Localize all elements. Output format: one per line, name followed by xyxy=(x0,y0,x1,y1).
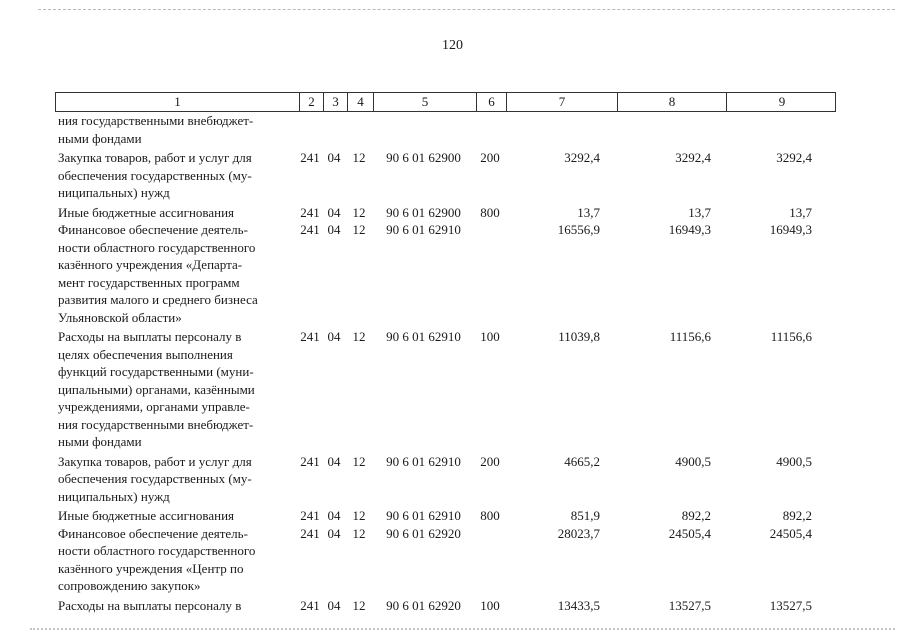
ministry-code: 241 xyxy=(300,329,320,344)
ministry-code: 241 xyxy=(300,508,320,523)
amount-col-8 xyxy=(616,112,725,147)
subsection-code: 12 xyxy=(352,508,366,523)
section-code: 04 xyxy=(327,222,341,237)
ministry-code: 241 xyxy=(300,525,320,541)
subsection-code xyxy=(346,112,372,147)
amount-col-7: 28023,7 xyxy=(557,525,600,541)
amount-col-9: 892,2 xyxy=(782,508,812,523)
amount-col-7: 16556,9 xyxy=(557,222,600,237)
row-description: Закупка товаров, работ и услуг для обеспечения государственных (му- ниципальных) нужд xyxy=(58,453,252,504)
amount-col-8: 13,7 xyxy=(688,204,711,220)
target-article-code: 90 6 01 62910 xyxy=(386,222,461,237)
amount-col-8: 3292,4 xyxy=(675,150,711,165)
target-article-code: 90 6 01 62910 xyxy=(386,329,461,344)
column-number-1: 1 xyxy=(174,94,181,109)
column-number-9: 9 xyxy=(726,93,837,111)
subsection-code: 12 xyxy=(352,525,366,541)
ministry-code: 241 xyxy=(300,597,320,613)
expense-type-code: 200 xyxy=(480,453,500,469)
budget-table-body xyxy=(58,112,838,614)
amount-col-9: 4900,5 xyxy=(776,453,812,469)
subsection-code: 12 xyxy=(352,597,366,613)
amount-col-7 xyxy=(505,112,616,147)
row-description: Иные бюджетные ассигнования xyxy=(58,508,235,523)
row-description: Финансовое обеспечение деятель- ности областного государственного казённого учреждения «Департа- мент государственных программ развития малого и среднего бизнеса Ульяновской области» xyxy=(58,222,258,325)
target-article-code: 90 6 01 62900 xyxy=(386,150,461,165)
row-description: Закупка товаров, работ и услуг для обеспечения государственных (му- ниципальных) нужд xyxy=(58,150,252,200)
subsection-code: 12 xyxy=(352,329,366,344)
amount-col-7: 13433,5 xyxy=(557,597,600,613)
table-row xyxy=(58,221,838,326)
ministry-code: 241 xyxy=(300,453,320,469)
page-number: 120 xyxy=(442,38,463,53)
amount-col-7: 4665,2 xyxy=(564,453,600,469)
section-code xyxy=(322,112,346,147)
amount-col-9: 3292,4 xyxy=(776,150,812,165)
table-row xyxy=(58,328,838,451)
column-number-2: 2 xyxy=(299,93,323,111)
expense-type-code xyxy=(475,525,505,595)
ministry-code: 241 xyxy=(300,204,320,220)
section-code: 04 xyxy=(327,204,341,220)
scan-edge-top xyxy=(38,9,895,10)
subsection-code: 12 xyxy=(352,204,366,220)
table-row xyxy=(58,204,838,222)
table-row xyxy=(58,149,838,202)
subsection-code: 12 xyxy=(352,453,366,469)
row-description: Расходы на выплаты персоналу в xyxy=(58,597,242,613)
row-description: Финансовое обеспечение деятель- ности областного государственного казённого учреждения «Центр по сопровождению закупок» xyxy=(58,525,256,593)
row-description: Иные бюджетные ассигнования xyxy=(58,204,235,220)
row-description: Расходы на выплаты персоналу в целях обеспечения выполнения функций государственными (муни- ципальными) органами, казёнными учреждениями, органами управле- ния государственными внебюджет- ными фондами xyxy=(58,329,255,449)
section-code: 04 xyxy=(327,525,341,541)
target-article-code: 90 6 01 62910 xyxy=(386,508,461,523)
amount-col-7: 11039,8 xyxy=(558,329,600,344)
target-article-code: 90 6 01 62920 xyxy=(386,525,461,541)
scan-edge-bottom xyxy=(30,628,895,630)
column-number-7: 7 xyxy=(506,93,617,111)
column-number-6: 6 xyxy=(476,93,506,111)
amount-col-7: 13,7 xyxy=(577,204,600,220)
ministry-code: 241 xyxy=(300,222,320,237)
section-code: 04 xyxy=(327,150,341,165)
column-number-5: 5 xyxy=(373,93,476,111)
section-code: 04 xyxy=(327,597,341,613)
amount-col-8: 13527,5 xyxy=(668,597,711,613)
expense-type-code xyxy=(475,221,505,326)
ministry-code xyxy=(298,112,322,147)
expense-type-code: 100 xyxy=(480,597,500,613)
target-article-code xyxy=(372,112,475,147)
ministry-code: 241 xyxy=(300,150,320,165)
amount-col-9: 13,7 xyxy=(789,204,812,220)
amount-col-8: 4900,5 xyxy=(675,453,711,469)
subsection-code: 12 xyxy=(352,150,366,165)
expense-type-code xyxy=(475,112,505,147)
row-description: ния государственными внебюджет- ными фондами xyxy=(58,113,254,146)
amount-col-8: 24505,4 xyxy=(668,525,711,541)
section-code: 04 xyxy=(327,453,341,469)
column-number-8: 8 xyxy=(617,93,726,111)
expense-type-code: 800 xyxy=(480,508,500,523)
table-row xyxy=(58,507,838,525)
expense-type-code: 800 xyxy=(480,204,500,220)
table-row xyxy=(58,597,838,615)
subsection-code: 12 xyxy=(352,222,366,237)
expense-type-code: 200 xyxy=(480,150,500,165)
amount-col-8: 16949,3 xyxy=(668,222,711,237)
expense-type-code: 100 xyxy=(480,329,500,344)
amount-col-7: 3292,4 xyxy=(564,150,600,165)
amount-col-9 xyxy=(725,112,836,147)
amount-col-8: 11156,6 xyxy=(669,329,711,344)
target-article-code: 90 6 01 62900 xyxy=(386,204,461,220)
amount-col-8: 892,2 xyxy=(681,508,711,523)
section-code: 04 xyxy=(327,508,341,523)
amount-col-9: 16949,3 xyxy=(769,222,812,237)
amount-col-9: 11156,6 xyxy=(770,329,812,344)
table-row xyxy=(58,112,838,147)
target-article-code: 90 6 01 62920 xyxy=(386,597,461,613)
table-row xyxy=(58,453,838,506)
section-code: 04 xyxy=(327,329,341,344)
table-column-numbers xyxy=(55,92,836,112)
target-article-code: 90 6 01 62910 xyxy=(386,453,461,469)
amount-col-7: 851,9 xyxy=(570,508,600,523)
table-row xyxy=(58,525,838,595)
column-number-3: 3 xyxy=(323,93,347,111)
amount-col-9: 24505,4 xyxy=(769,525,812,541)
amount-col-9: 13527,5 xyxy=(769,597,812,613)
column-number-4: 4 xyxy=(347,93,373,111)
